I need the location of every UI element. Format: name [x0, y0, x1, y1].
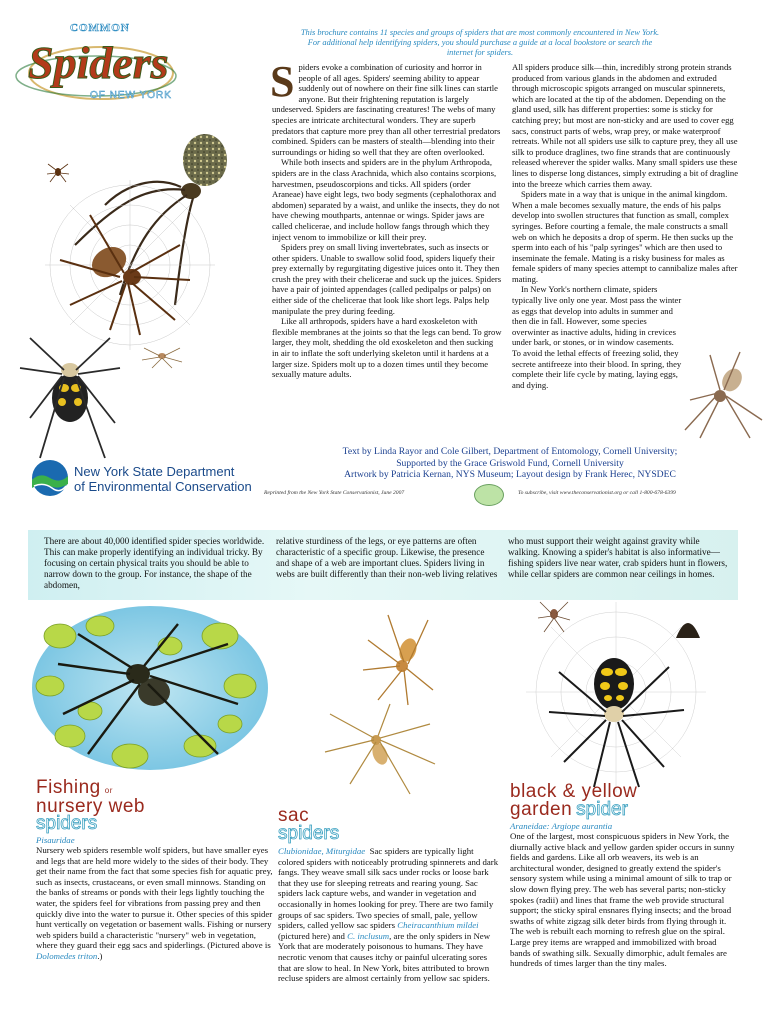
article-paragraph: Spiders mate in a way that is unique in the animal kingdom. When a male becomes sexually mature, the ends of his palps develop into swollen structures that function as small, complex syringes. Before courting a female, the male constructs a small web on which he deposits a drop of sperm. He then sucks up the sperm into each of his "palp syringes" which are then used to inseminate the female. Mating is a risky business for males as female spiders of many species attempt to cannibalize males after mating.	[512, 189, 738, 284]
band-text-col2: relative sturdiness of the legs, or eye patterns are often characteristic of a specific group. Likewise, the presence and shape of a web are important clues. Spiders living in webs are built differently than their non-web living relatives	[276, 536, 498, 579]
sac-spider-icon-1	[363, 615, 433, 705]
dec-name-line2: of Environmental Conservation	[74, 479, 252, 494]
dec-logo-icon	[30, 458, 70, 498]
garden-spider-icon	[20, 338, 120, 458]
sac-section	[278, 805, 500, 984]
black-yellow-spider-icon	[549, 658, 684, 787]
sac-family: Clubionidae, Miturgidae	[278, 846, 366, 856]
credit-funding-line: Supported by the Grace Griswold Fund, Cornell University	[396, 457, 624, 469]
fishing-title-or: or	[104, 786, 113, 795]
sac-species-1: Cheiracanthium mildei	[397, 920, 479, 931]
fishing-spider-illustration	[30, 606, 280, 786]
spider-illustrations-top	[0, 80, 270, 520]
band-text-col1: There are about 40,000 identified spider species worldwide. This can make properly identifying an individual tricky. By focusing on certain physical traits you should be able to narrow down to the group. For instance, the shape of the abdomen,	[44, 536, 265, 590]
garden-spider-illustration	[506, 592, 768, 802]
fishing-title-word: Fishing	[36, 777, 101, 798]
garden-family: Araneidae: Argiope aurantia	[510, 821, 613, 831]
spider-web-icon	[45, 180, 215, 350]
subscribe-note: To subscribe, visit www.theconservationist.org or call 1-800-678-6399	[518, 490, 676, 496]
speckled-spider-icon	[75, 134, 227, 305]
hairy-spider-illustration	[680, 350, 768, 440]
fishing-description: Nursery web spiders resemble wolf spiders, but have smaller eyes and legs that are held more widely to the sides of their body. They get their name from the fact that some species fish for aquatic prey, such as insects, crustaceans, or even small minnows. Standing on the banks of streams or ponds with their legs lightly touching the water, the spiders feel for vibrations from passing prey and then quickly dive into the water to pursue it. Other species of this spider hunt vertically on vegetation or basement walls. Fishing or nursery web spiders build a characteristic "nursery" web in vegetation, where they guard their egg sacs and spiderlings. (Pictured above is	[36, 845, 273, 951]
garden-title-word: garden	[510, 799, 573, 820]
pale-spider-icon	[142, 348, 182, 368]
conservationist-logo-icon	[474, 484, 504, 506]
sac-subtitle: spiders	[278, 823, 340, 844]
fishing-species: Dolomedes triton	[36, 950, 98, 961]
garden-section	[510, 781, 736, 969]
garden-title-line2	[510, 800, 736, 821]
article-paragraph: In New York's northern climate, spiders typically live only one year. Most pass the winter as eggs that develop into adults in summer and then die in fall. However, some species overwinter as inactive adults, hiding in crevices under bark, or stones, or in window casements. To avoid the lethal effects of freezing solid, they secrete antifreeze into their blood. In spring, they complete their life cycle by mating, laying eggs, and dying.	[512, 284, 682, 390]
credit-text-line: Text by Linda Rayor and Cole Gilbert, Department of Entomology, Cornell University;	[342, 446, 678, 457]
title-spiders: Spiders	[28, 37, 169, 88]
credits-block	[290, 446, 730, 481]
article-paragraph: piders evoke a combination of curiosity and horror in people of all ages. Spiders' seeming ability to appear suddenly out of nowhere on their fine silk lines can startle anyone. But their frightening reputation is largely undeserved. Spiders are fascinating creatures! The webs of many species are intricate architectural wonders. They are superb predators that capture more prey than all other terrestrial predators combined. Spiders can be masters of stealth—blending into their surroundings or hiding so well that they are often overlooked.	[272, 62, 501, 157]
fishing-family: Pisauridae	[36, 835, 75, 845]
fishing-end: .)	[97, 950, 103, 961]
article-column-1	[270, 57, 502, 380]
fishing-text	[36, 845, 274, 962]
fishing-subtitle: spiders	[36, 813, 98, 834]
sac-species-2: C. inclusum	[347, 930, 390, 941]
article-paragraph: All spiders produce silk—thin, incredibly strong protein strands produced from various glands in the abdomen and extruded through microscopic spigots arranged on muscular spinnerets, which are located at the tip of the abdomen. Depending on the gland used, silk has different properties: some is sticky for catching prey; but most are non-sticky and are used to cover egg sacs, construct parts of webs, wrap prey, or make waterproof retreats. While not all spiders use silk to capture prey, they all use silk to produce draglines, two fine strands that are continuously released wherever the spider walks. Many small spiders use these lines to disperse long distances, simply extruding a bit of dragline into the breeze which carries them away.	[512, 62, 739, 189]
garden-text: One of the largest, most conspicuous spiders in New York, the diurnally active black and yellow garden spider occurs in sunny fields and gardens. Like all orb weavers, its web is an architectural wonder, designed to greatly extend the spider's sensory system while using a minimal amount of silk to trap or slow down flying prey. The web has several parts; non-sticky spokes (radii) and lines that frame the web provide structural support; the sticky spiral ensnares flying insects; and the broad swaths of white zigzag silk deter birds from flying through it. The web is rebuilt each morning to refresh glue on the spiral. Large prey items are wrapped and immobilized with broad bands of swathing silk. Sexually dimorphic, adult females are hundreds of times larger than the tiny males.	[510, 831, 735, 969]
sac-spider-icon-2	[325, 704, 435, 794]
sac-text	[278, 846, 500, 984]
title-of-new-york: OF NEW YORK	[90, 90, 172, 101]
fishing-section	[36, 777, 274, 962]
garden-subtitle: spider	[576, 799, 628, 820]
article-paragraph: Spiders prey on small living invertebrates, such as insects or other spiders. Unable to swallow solid food, spiders liquefy their prey externally by regurgitating digestive juices onto it. They then crush the prey with their chelicerae and suck up the juices. Spiders have a pair of jointed appendages (called pedipalps or palps) on either side of the chelicerae that look like short legs. Palps help manipulate the prey during feeding.	[272, 242, 502, 316]
sac-description-c: , are the only spiders in New York that are moderately poisonous to humans. They have necrotic venom that causes itchy or painful ulcerating sores that are slow to heal. In New York, bites attributed to brown recluse spiders are almost certainly from yellow sac spiders.	[278, 930, 491, 984]
title-common: COMMON	[70, 22, 130, 34]
sac-title: sac	[278, 805, 310, 826]
credit-artwork-line: Artwork by Patricia Kernan, NYS Museum; Layout design by Frank Herec, NYSDEC	[344, 469, 676, 481]
garden-title-line1: black & yellow	[510, 781, 638, 802]
sac-description-a: Sac spiders are typically light colored spiders with noticeably protruding spinnerets and dark fangs. They weave small silk sacs under rocks or loose bark that they use for sleeping retreats and rearing young. Sac spiders lack capture webs, and wander in vegetation and occasionally in homes looking for prey. There are two family groups of sac spiders. Two species of small, pale, yellow spiders, called yellow sac spiders	[278, 846, 499, 931]
dec-logo	[30, 458, 270, 498]
intro-band	[28, 530, 738, 600]
nursery-web-title: nursery web	[36, 796, 145, 817]
sac-spider-illustration	[300, 604, 460, 804]
article-paragraph: While both insects and spiders are in the phylum Arthropoda, spiders are in the class Arachnida, which also contains scorpions, harvestmen, pseudoscorpions and ticks. All spiders (order Araneae) have eight legs, two body segments (cephalothorax and abdomen) separated by a waist, and unlike the insects, they do not have chewing mouthparts, antennae or wings. Spider jaws are called chelicerae, and include hollow fangs through which they inject venom to immobilize or kill their prey.	[272, 157, 500, 242]
small-hanging-spider-icon	[538, 602, 570, 632]
band-text-col3: who must support their weight against gravity while walking. Knowing a spider's habitat is also informative—fishing spiders live near water, crab spiders hunt in flowers, while cellar spiders are common near ceilings in homes.	[508, 536, 728, 579]
brochure-intro: This brochure contains 11 species and groups of spiders that are most commonly encountered in New York. For additional help identifying spiders, you should purchase a guide at a local bookstore or search the internet for spiders.	[300, 28, 660, 57]
drop-cap: S	[270, 57, 295, 106]
egg-sac-icon	[676, 623, 700, 638]
article-column-2	[512, 62, 744, 390]
small-spider-icon	[47, 164, 69, 182]
reprint-note: Reprinted from the New York State Conservationist, June 2007	[264, 490, 405, 496]
dec-name-line1: New York State Department	[74, 464, 235, 479]
article-paragraph: Like all arthropods, spiders have a hard exoskeleton with flexible membranes at the joints so that the legs can bend. To grow larger, they molt, shedding the old exoskeleton and then sucking in air to inflate the soft underlying skeleton until it hardens at a larger size. Spiders molt up to a dozen times until they become sexually mature adults.	[272, 316, 502, 380]
sac-description-b: (pictured here) and	[278, 930, 348, 941]
